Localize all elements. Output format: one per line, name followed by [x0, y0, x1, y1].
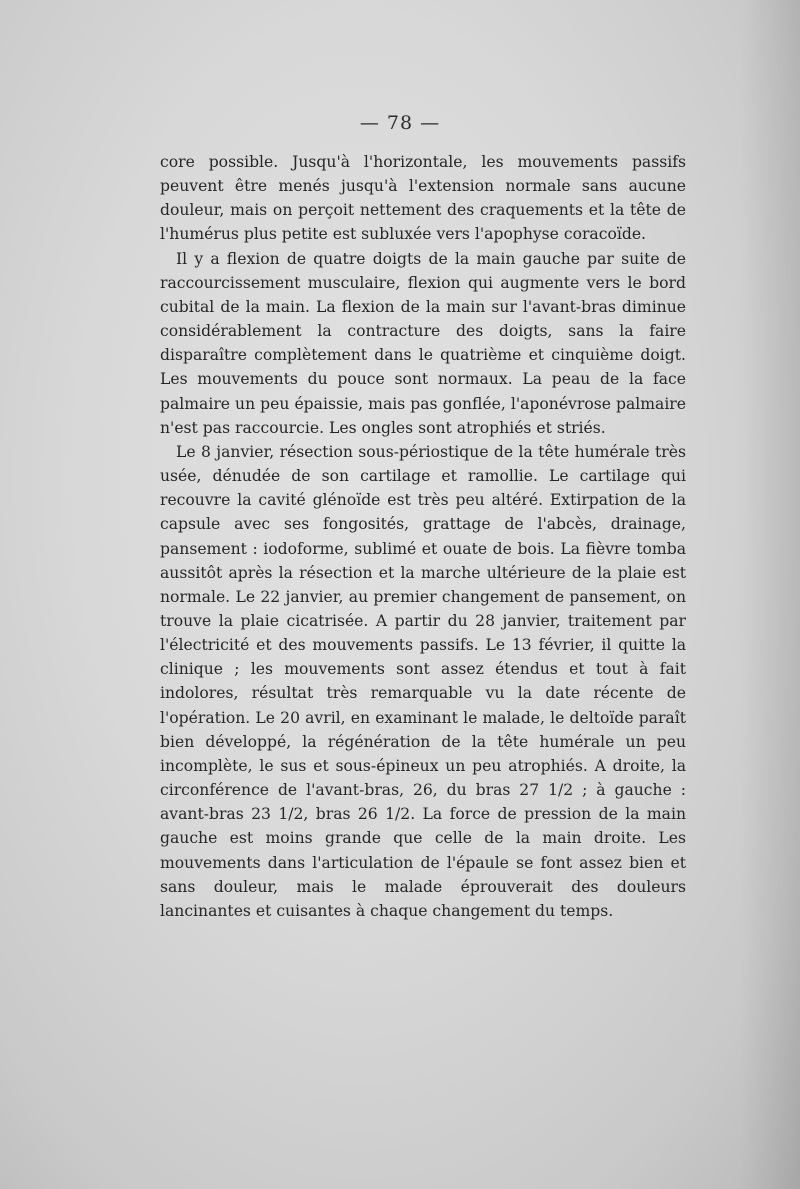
paragraph-1: core possible. Jusqu'à l'horizontale, les mouvements passifs peuvent être menés jusqu'à l'extension normale sans aucune douleur, mais on perçoit nettement des craquements et la tête de l'humérus plus petite est subluxée vers l'apophyse coracoïde.: [160, 153, 686, 244]
paragraph-2: Il y a flexion de quatre doigts de la main gauche par suite de raccourcissement musculaire, flexion qui augmente vers le bord cubital de la main. La flexion de la main sur l'avant-bras diminue considérablement la contracture des doigts, sans la faire disparaître complètement dans le quatrième et cinquième doigt. Les mouvements du pouce sont normaux. La peau de la face palmaire un peu épaissie, mais pas gonflée, l'aponévrose palmaire n'est pas raccourcie. Les ongles sont atrophiés et striés.: [160, 249, 686, 437]
paragraph-3: Le 8 janvier, résection sous-périostique de la tête humérale très usée, dénudée de son cartilage et ramollie. Le cartilage qui recouvre la cavité glénoïde est très peu altéré. Extirpation de la capsule avec ses fongosités, grattage de l'abcès, drainage, pansement : iodoforme, sublimé et ouate de bois. La fièvre tomba aussitôt après la résection et la marche ultérieure de la plaie est normale. Le 22 janvier, au premier changement de pansement, on trouve la plaie cicatrisée. A partir du 28 janvier, traitement par l'électricité et des mouvements passifs. Le 13 février, il quitte la clinique ; les mouvements sont assez étendus et tout à fait indolores, résultat très remarquable vu la date récente de l'opération. Le 20 avril, en examinant le malade, le deltoïde paraît bien développé, la régénération de la tête humérale un peu incomplète, le sus et sous-épineux un peu atrophiés. A droite, la circonférence de l'avant-bras, 26, du bras 27 1/2 ; à gauche : avant-bras 23 1/2, bras 26 1/2. La force de pression de la main gauche est moins grande que celle de la main droite. Les mouvements dans l'articulation de l'épaule se font assez bien et sans douleur, mais le malade éprouverait des douleurs lancinantes et cuisantes à chaque changement du temps.: [160, 442, 686, 920]
page-number: — 78 —: [359, 112, 441, 134]
body-text: [160, 150, 686, 923]
page-edge-shadow: [740, 0, 800, 1189]
